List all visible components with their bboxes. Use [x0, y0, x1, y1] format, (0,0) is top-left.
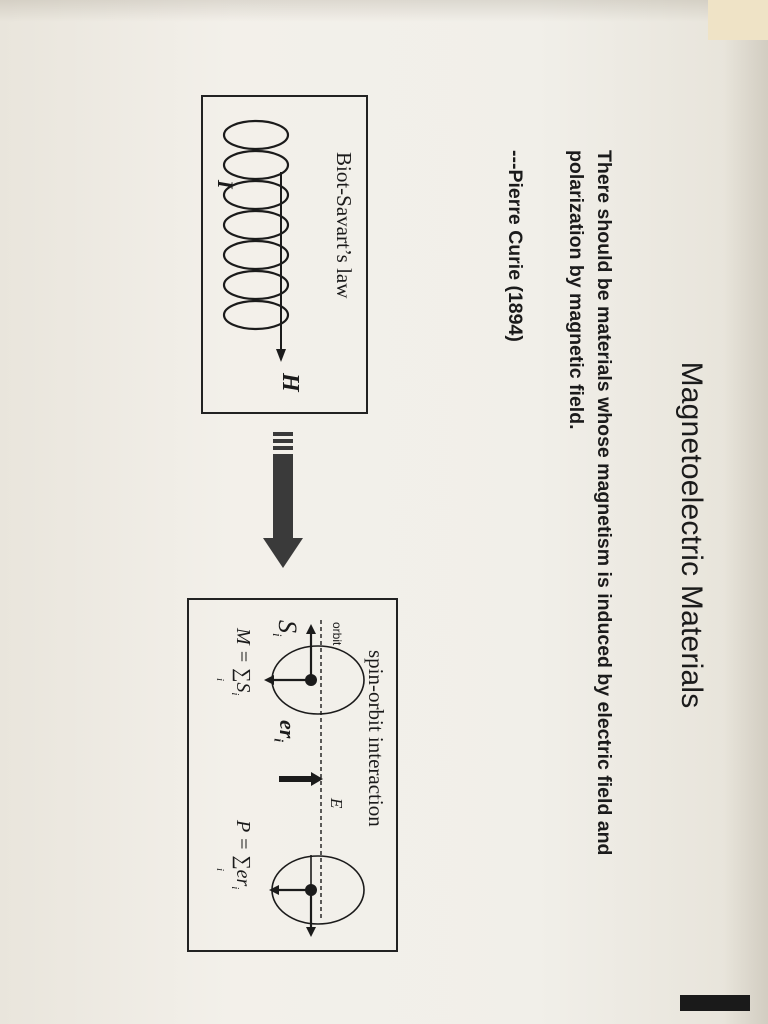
- spin-label: [269, 620, 302, 637]
- spin-orbit-heading: spin-orbit interaction: [364, 650, 388, 827]
- field-label: H: [277, 373, 303, 392]
- biot-savart-label: Biot-Savart’s law: [332, 152, 356, 299]
- m-formula-term: S: [232, 682, 254, 693]
- er-subscript: i: [271, 738, 287, 742]
- e-field-label: E: [327, 798, 346, 809]
- m-sum-index: i: [214, 678, 226, 682]
- biot-savart-box: [201, 95, 368, 414]
- spin-symbol: S: [273, 620, 302, 633]
- quote-attribution: ---Pierre Curie (1894): [504, 150, 526, 342]
- current-label: I: [213, 180, 238, 189]
- page-title: Magnetoelectric Materials: [675, 361, 708, 709]
- p-sum-index: i: [214, 868, 226, 872]
- er-label: [271, 720, 300, 742]
- m-formula: [229, 628, 254, 695]
- coil-loops: [224, 121, 288, 329]
- solenoid-diagram: [203, 97, 366, 412]
- curie-quote: There should be materials whose magnetism is induced by electric field and polarization by magnetic field.: [565, 150, 615, 856]
- p-formula-lhs: P = ∑: [232, 820, 254, 870]
- m-formula-lhs: M = ∑: [232, 628, 254, 683]
- field-arrowhead: [276, 349, 286, 362]
- er-symbol: er: [275, 720, 300, 739]
- spin-orbit-box: [187, 598, 398, 952]
- implication-arrow: [263, 432, 303, 572]
- orbit-label: orbit: [330, 622, 344, 646]
- p-formula-sub: i: [229, 886, 241, 890]
- m-formula-sub: i: [229, 692, 241, 696]
- p-formula-term: er: [232, 869, 254, 887]
- spin-orbit-diagram: [189, 600, 396, 950]
- p-formula: [229, 820, 254, 889]
- spin-subscript: i: [269, 633, 285, 637]
